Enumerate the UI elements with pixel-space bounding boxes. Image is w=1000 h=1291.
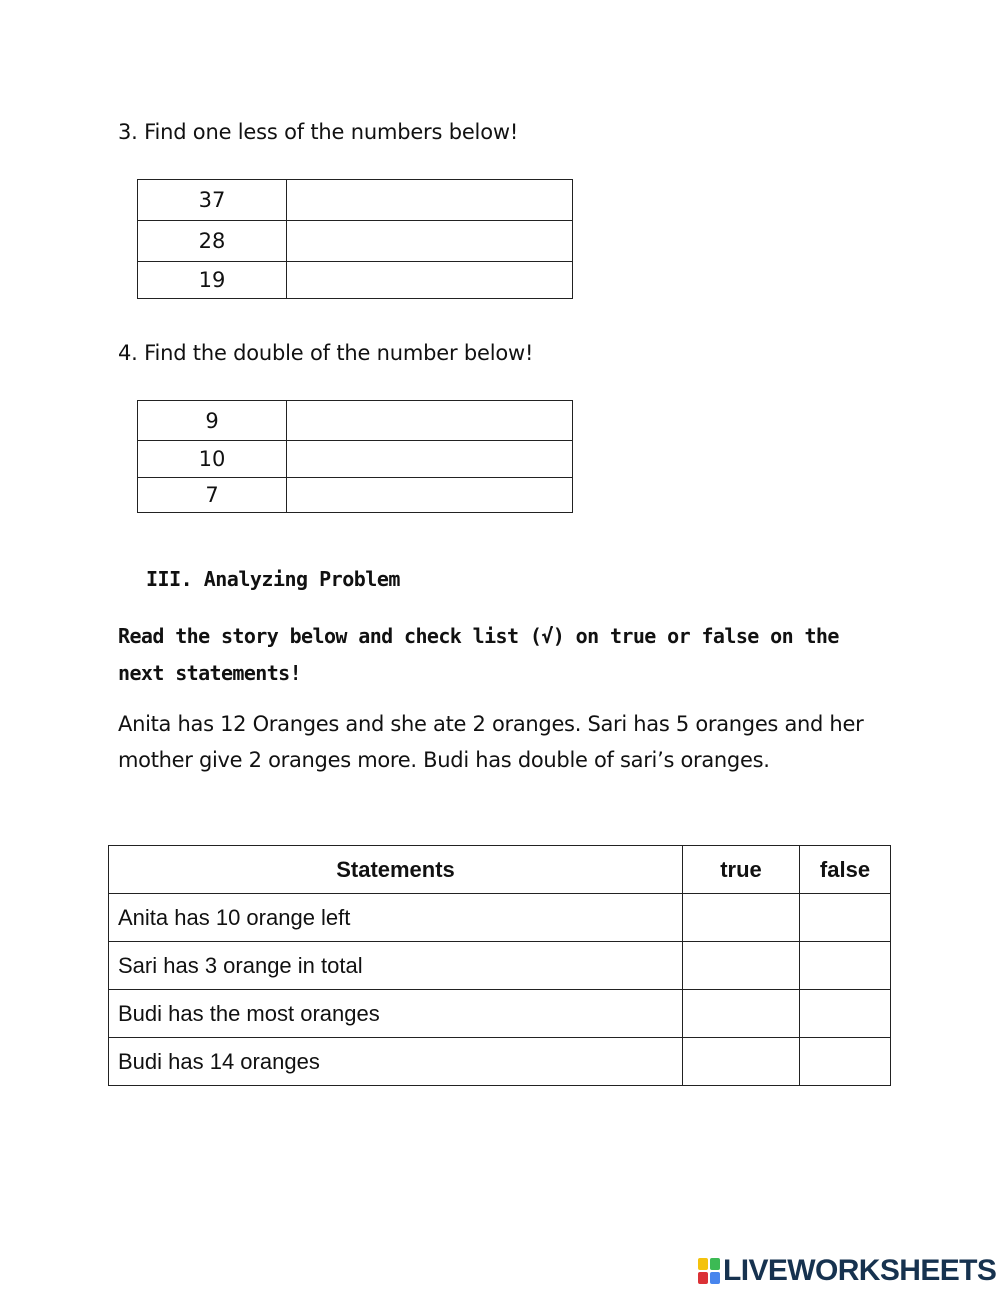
answer-field[interactable] — [287, 441, 573, 478]
question-4-heading: 4. Find the double of the number below! — [118, 341, 534, 365]
story-text: Anita has 12 Oranges and she ate 2 oranges. Sari has 5 oranges and her mother give 2 oranges more. Budi has double of sari’s oranges. — [118, 712, 864, 772]
false-checkbox-cell[interactable] — [800, 1038, 891, 1086]
answer-field[interactable] — [287, 478, 573, 513]
table-row — [109, 894, 891, 942]
statement-text: Budi has 14 oranges — [109, 1038, 683, 1086]
logo-block — [710, 1258, 720, 1270]
logo-block — [698, 1258, 708, 1270]
answer-field[interactable] — [287, 221, 573, 262]
table-row — [109, 1038, 891, 1086]
statement-text: Sari has 3 orange in total — [109, 942, 683, 990]
given-number: 19 — [138, 262, 287, 299]
false-checkbox-cell[interactable] — [800, 894, 891, 942]
false-checkbox-cell[interactable] — [800, 990, 891, 1038]
logo-blocks-icon — [698, 1258, 720, 1284]
logo-block — [698, 1272, 708, 1284]
table-row — [138, 441, 573, 478]
liveworksheets-logo — [698, 1254, 996, 1288]
one-less-table — [137, 179, 573, 299]
table-row — [109, 942, 891, 990]
answer-field[interactable] — [287, 180, 573, 221]
question-3-heading: 3. Find one less of the numbers below! — [118, 120, 519, 144]
logo-text: LIVEWORKSHEETS — [723, 1254, 997, 1287]
false-checkbox-cell[interactable] — [800, 942, 891, 990]
section-title: III. Analyzing Problem — [146, 567, 400, 591]
statement-text: Anita has 10 orange left — [109, 894, 683, 942]
true-checkbox-cell[interactable] — [683, 990, 800, 1038]
instruction-text: Read the story below and check list (√) on true or false on the next statements! — [118, 624, 839, 685]
given-number: 10 — [138, 441, 287, 478]
given-number: 7 — [138, 478, 287, 513]
table-row — [109, 990, 891, 1038]
true-checkbox-cell[interactable] — [683, 894, 800, 942]
given-number: 28 — [138, 221, 287, 262]
answer-field[interactable] — [287, 401, 573, 441]
given-number: 9 — [138, 401, 287, 441]
true-checkbox-cell[interactable] — [683, 942, 800, 990]
table-row — [138, 221, 573, 262]
table-row — [138, 401, 573, 441]
true-checkbox-cell[interactable] — [683, 1038, 800, 1086]
statement-text: Budi has the most oranges — [109, 990, 683, 1038]
answer-field[interactable] — [287, 262, 573, 299]
header-false: false — [800, 846, 891, 894]
given-number: 37 — [138, 180, 287, 221]
logo-block — [710, 1272, 720, 1284]
header-statements: Statements — [109, 846, 683, 894]
table-row — [138, 478, 573, 513]
table-row — [138, 262, 573, 299]
double-table — [137, 400, 573, 513]
table-row — [138, 180, 573, 221]
header-true: true — [683, 846, 800, 894]
statement-table — [108, 845, 891, 1086]
table-header-row — [109, 846, 891, 894]
